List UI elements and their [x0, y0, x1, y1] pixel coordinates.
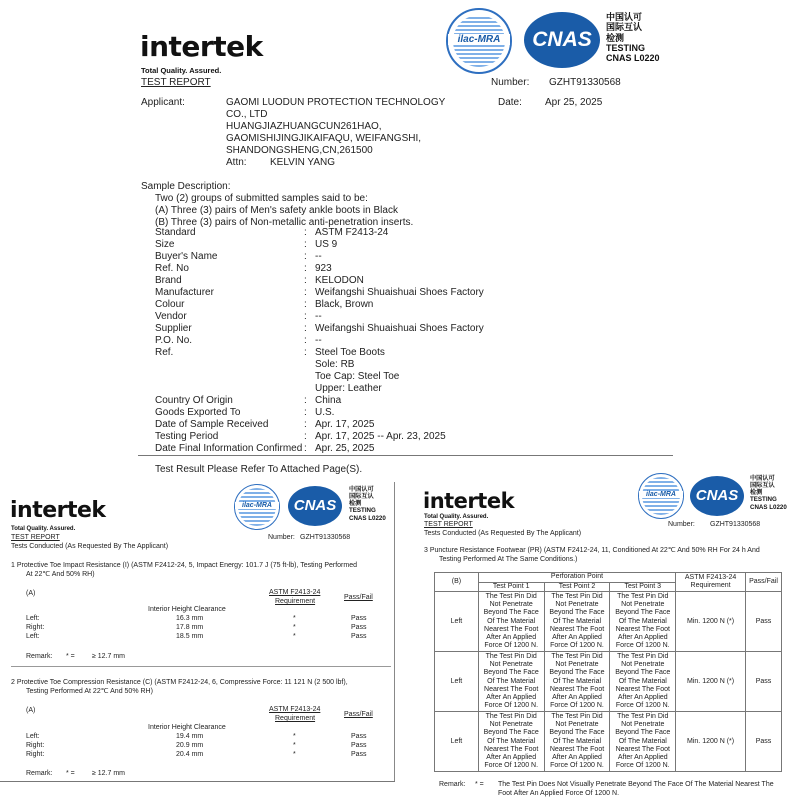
result-text-cell: The Test Pin Did Not Penetrate Beyond The Face Of The Material Nearest The Foot After An Applied Force Of 1200 N.: [610, 712, 676, 772]
test-1-title-cont: At 22℃ And 50% RH): [26, 571, 95, 578]
field-label: Size: [155, 239, 175, 250]
colon: :: [304, 443, 307, 454]
pass-fail-header: Pass/Fail: [745, 573, 781, 592]
measured-value: 20.9 mm: [176, 742, 204, 749]
side-cell: Left: [435, 652, 479, 712]
table-row: [435, 712, 782, 772]
cnas-cert-text: [349, 486, 386, 522]
req-header: ASTM F2413-24: [269, 706, 321, 713]
remark-label: Remark:: [439, 781, 466, 788]
test-2-title-cont: Testing Performed At 22℃ And 50% RH): [26, 688, 153, 695]
colon: :: [304, 251, 307, 262]
measured-value: 18.5 mm: [176, 633, 204, 640]
pass-fail-header: Pass/Fail: [344, 594, 373, 601]
req-header: [676, 573, 746, 592]
field-value: Black, Brown: [315, 299, 374, 310]
tagline: Total Quality. Assured.: [424, 514, 489, 520]
ilac-mra-seal: [234, 484, 280, 530]
remark-value: ≥ 12.7 mm: [92, 653, 126, 660]
sample-desc-line: (B) Three (3) pairs of Non-metallic anti-penetration inserts.: [155, 217, 414, 228]
colon: :: [304, 311, 307, 322]
testing-label: TESTING: [606, 43, 646, 54]
intertek-logo: intertek: [10, 498, 106, 523]
number-label: Number:: [491, 77, 530, 88]
cnas-label: CNAS: [695, 487, 739, 504]
divider: [11, 666, 391, 667]
cnas-label: CNAS: [532, 28, 592, 51]
remark-text-cont: Foot After An Applied Force Of 1200 N.: [498, 790, 620, 797]
cnas-seal: [288, 486, 342, 526]
measured-value: 17.8 mm: [176, 624, 204, 631]
cnas-cert-text: [606, 12, 660, 64]
attn-label: Attn:: [226, 157, 247, 168]
result-text-cell: The Test Pin Did Not Penetrate Beyond The Face Of The Material Nearest The Foot After An Applied Force Of 1200 N.: [610, 592, 676, 652]
doc-type: TEST REPORT: [424, 521, 473, 528]
field-value: ASTM F2413-24: [315, 227, 389, 238]
result: Pass: [351, 624, 367, 631]
remark-value: ≥ 12.7 mm: [92, 770, 126, 777]
cn-line-3: 检测: [750, 489, 763, 497]
cnas-number: CNAS L0220: [750, 503, 787, 511]
applicant-line: GAOMISHIJINGJIKAIFAQU, WEIFANGSHI,: [226, 133, 422, 144]
result-text-cell: The Test Pin Did Not Penetrate Beyond The Face Of The Material Nearest The Foot After An Applied Force Of 1200 N.: [610, 652, 676, 712]
result: Pass: [351, 742, 367, 749]
ref-label: Ref.: [155, 347, 174, 358]
number-label: Number:: [668, 521, 695, 528]
intertek-logo: intertek: [423, 489, 515, 513]
ilac-mra-label: ilac-MRA: [235, 502, 279, 509]
colon: :: [304, 335, 307, 346]
field-value: Apr. 17, 2025 -- Apr. 23, 2025: [315, 431, 446, 442]
field-value: China: [315, 395, 342, 406]
field-value: Weifangshi Shuaishuai Shoes Factory: [315, 323, 484, 334]
ilac-mra-label: ilac-MRA: [639, 491, 683, 498]
col-a-label: (A): [26, 707, 36, 714]
test-point-3-header: Test Point 3: [610, 583, 676, 592]
side-label: Left:: [26, 633, 40, 640]
page-edge: [394, 482, 395, 782]
remark-text: The Test Pin Does Not Visually Penetrate Beyond The Face Of The Material Nearest The: [498, 781, 774, 788]
measured-value: 16.3 mm: [176, 615, 204, 622]
table-row: [435, 652, 782, 712]
interior-height-header: Interior Height Clearance: [148, 724, 226, 731]
req-mark: *: [293, 615, 296, 622]
result-text-cell: The Test Pin Did Not Penetrate Beyond The Face Of The Material Nearest The Foot After An Applied Force Of 1200 N.: [544, 592, 610, 652]
pass-fail-cell: Pass: [745, 652, 781, 712]
cnas-seal: [524, 12, 600, 68]
side-label: Left:: [26, 733, 40, 740]
date-label: Date:: [498, 97, 522, 108]
test-point-2-header: Test Point 2: [544, 583, 610, 592]
field-value: U.S.: [315, 407, 335, 418]
field-label: Date of Sample Received: [155, 419, 269, 430]
colon: :: [304, 347, 307, 358]
cn-line-3: 检测: [606, 32, 625, 43]
cn-line-2: 国际互认: [349, 493, 374, 501]
sample-desc-title: Sample Description:: [141, 181, 231, 192]
req-mark: *: [293, 733, 296, 740]
field-value: Weifangshi Shuaishuai Shoes Factory: [315, 287, 484, 298]
tests-conducted: Tests Conducted (As Requested By The Applicant): [11, 543, 169, 550]
number-label: Number:: [268, 534, 295, 541]
field-label: Vendor: [155, 311, 187, 322]
doc-type: TEST REPORT: [11, 534, 60, 541]
result: Pass: [351, 633, 367, 640]
field-value: US 9: [315, 239, 338, 250]
req-cell: Min. 1200 N (*): [676, 652, 746, 712]
result-text-cell: The Test Pin Did Not Penetrate Beyond The Face Of The Material Nearest The Foot After An Applied Force Of 1200 N.: [478, 712, 544, 772]
measured-value: 20.4 mm: [176, 751, 204, 758]
req-header-line: Requirement: [690, 582, 731, 590]
interior-height-header: Interior Height Clearance: [148, 606, 226, 613]
col-a-label: (A): [26, 590, 36, 597]
cnas-number: CNAS L0220: [606, 53, 660, 64]
result: Pass: [351, 751, 367, 758]
remark-star: * =: [475, 781, 484, 788]
colon: :: [304, 263, 307, 274]
intertek-logo: intertek: [140, 30, 263, 63]
applicant-line: GAOMI LUODUN PROTECTION TECHNOLOGY: [226, 97, 446, 108]
applicant-line: HUANGJIAZHUANGCUN261HAO,: [226, 121, 382, 132]
side-label: Right:: [26, 624, 45, 631]
req-header-2: Requirement: [275, 715, 316, 722]
colon: :: [304, 299, 307, 310]
req-mark: *: [293, 633, 296, 640]
colon: :: [304, 227, 307, 238]
req-cell: Min. 1200 N (*): [676, 592, 746, 652]
perforation-point-header: Perforation Point: [478, 573, 675, 583]
pass-fail-cell: Pass: [745, 592, 781, 652]
side-label: Right:: [26, 742, 45, 749]
field-colons: [304, 227, 307, 455]
colon: :: [304, 431, 307, 442]
colon: :: [304, 275, 307, 286]
page-edge: [0, 781, 395, 782]
req-header-2: Requirement: [275, 598, 316, 605]
cn-line-1: 中国认可: [750, 475, 775, 482]
doc-type: TEST REPORT: [141, 77, 211, 88]
field-label: Testing Period: [155, 431, 219, 442]
test-3-title-cont: Testing Performed At The Same Conditions.): [439, 556, 578, 563]
field-value: Apr. 25, 2025: [315, 443, 375, 454]
table-row: [435, 592, 782, 652]
side-label: Left:: [26, 615, 40, 622]
field-label: Buyer's Name: [155, 251, 218, 262]
attn-name: KELVIN YANG: [270, 157, 336, 168]
field-label: P.O. No.: [155, 335, 193, 346]
req-header-line: ASTM F2413-24: [684, 573, 737, 581]
test-2-title: 2 Protective Toe Compression Resistance (C) (ASTM F2412-24, 6, Compressive Force: 11 121 N (2 500 lbf),: [11, 679, 348, 686]
testing-label: TESTING: [750, 496, 777, 504]
field-value: 923: [315, 263, 332, 274]
field-label: Colour: [155, 299, 185, 310]
req-mark: *: [293, 742, 296, 749]
puncture-table: [434, 572, 782, 772]
test-3-title: 3 Puncture Resistance Footwear (PR) (ASTM F2412-24, 11, Conditioned At 22℃ And 50% RH For 24 h And: [424, 547, 760, 554]
field-values: [315, 227, 484, 455]
cn-line-1: 中国认可: [606, 12, 643, 22]
measured-value: 19.4 mm: [176, 733, 204, 740]
applicant-label: Applicant:: [141, 97, 185, 108]
side-cell: Left: [435, 592, 479, 652]
field-value: --: [315, 335, 322, 346]
report-number: GZHT91330568: [300, 534, 351, 541]
tests-conducted: Tests Conducted (As Requested By The Applicant): [424, 530, 582, 537]
report-number: GZHT91330568: [549, 77, 621, 88]
field-value: --: [315, 251, 322, 262]
side-cell: Left: [435, 712, 479, 772]
cn-line-2: 国际互认: [606, 22, 643, 33]
field-value: KELODON: [315, 275, 364, 286]
field-label: Supplier: [155, 323, 192, 334]
colon: :: [304, 287, 307, 298]
result-text-cell: The Test Pin Did Not Penetrate Beyond The Face Of The Material Nearest The Foot After An Applied Force Of 1200 N.: [478, 652, 544, 712]
req-cell: Min. 1200 N (*): [676, 712, 746, 772]
result-text-cell: The Test Pin Did Not Penetrate Beyond The Face Of The Material Nearest The Foot After An Applied Force Of 1200 N.: [544, 652, 610, 712]
side-label: Right:: [26, 751, 45, 758]
test-1-title: 1 Protective Toe Impact Resistance (I) (ASTM F2412-24, 5, Impact Energy: 101.7 J (75 ft-lb), Testing Performed: [11, 562, 358, 569]
req-mark: *: [293, 751, 296, 758]
test-result-note: Test Result Please Refer To Attached Page(S).: [155, 464, 363, 475]
sample-desc-block: [155, 193, 413, 229]
pass-fail-cell: Pass: [745, 712, 781, 772]
field-value: --: [315, 311, 322, 322]
colon: :: [304, 407, 307, 418]
divider: [138, 455, 673, 456]
test-point-1-header: Test Point 1: [478, 583, 544, 592]
ilac-mra-seal: [446, 8, 512, 74]
col-b-header: (B): [435, 573, 479, 592]
pass-fail-header: Pass/Fail: [344, 711, 373, 718]
colon: :: [304, 239, 307, 250]
field-labels: [155, 227, 302, 455]
field-label: Ref. No: [155, 263, 189, 274]
req-mark: *: [293, 624, 296, 631]
remark-label: Remark:: [26, 770, 53, 777]
remark-star: * =: [66, 653, 75, 660]
cnas-cert-text: [750, 475, 787, 511]
result: Pass: [351, 615, 367, 622]
field-label: Date Final Information Confirmed: [155, 443, 303, 454]
result-text-cell: The Test Pin Did Not Penetrate Beyond The Face Of The Material Nearest The Foot After An Applied Force Of 1200 N.: [544, 712, 610, 772]
ref-value-line: Sole: RB: [315, 359, 355, 370]
cnas-label: CNAS: [293, 497, 337, 514]
cn-line-3: 检测: [349, 500, 362, 508]
sample-desc-line: Two (2) groups of submitted samples said to be:: [155, 193, 368, 204]
field-label: Country Of Origin: [155, 395, 233, 406]
colon: :: [304, 323, 307, 334]
testing-label: TESTING: [349, 507, 376, 515]
colon: :: [304, 395, 307, 406]
remark-label: Remark:: [26, 653, 53, 660]
tagline: Total Quality. Assured.: [11, 526, 76, 532]
field-label: Manufacturer: [155, 287, 214, 298]
field-label: Standard: [155, 227, 196, 238]
tagline: Total Quality. Assured.: [141, 66, 222, 75]
report-number: GZHT91330568: [710, 521, 761, 528]
colon: :: [304, 419, 307, 430]
cnas-seal: [690, 476, 744, 516]
cn-line-1: 中国认可: [349, 486, 374, 493]
remark-star: * =: [66, 770, 75, 777]
result-text-cell: The Test Pin Did Not Penetrate Beyond The Face Of The Material Nearest The Foot After An Applied Force Of 1200 N.: [478, 592, 544, 652]
ref-value-line: Steel Toe Boots: [315, 347, 385, 358]
applicant-line: CO., LTD: [226, 109, 268, 120]
result: Pass: [351, 733, 367, 740]
applicant-block: [226, 97, 445, 157]
applicant-line: SHANDONGSHENG,CN,261500: [226, 145, 373, 156]
field-value: Apr. 17, 2025: [315, 419, 375, 430]
field-label: Brand: [155, 275, 182, 286]
sample-desc-line: (A) Three (3) pairs of Men's safety ankle boots in Black: [155, 205, 398, 216]
ilac-mra-seal: [638, 473, 684, 519]
ref-value-line: Toe Cap: Steel Toe: [315, 371, 400, 382]
ref-value-line: Upper: Leather: [315, 383, 382, 394]
field-label: Goods Exported To: [155, 407, 241, 418]
req-header: ASTM F2413-24: [269, 589, 321, 596]
cn-line-2: 国际互认: [750, 482, 775, 490]
report-date: Apr 25, 2025: [545, 97, 603, 108]
cnas-number: CNAS L0220: [349, 514, 386, 522]
ilac-mra-label: ilac-MRA: [448, 34, 510, 45]
